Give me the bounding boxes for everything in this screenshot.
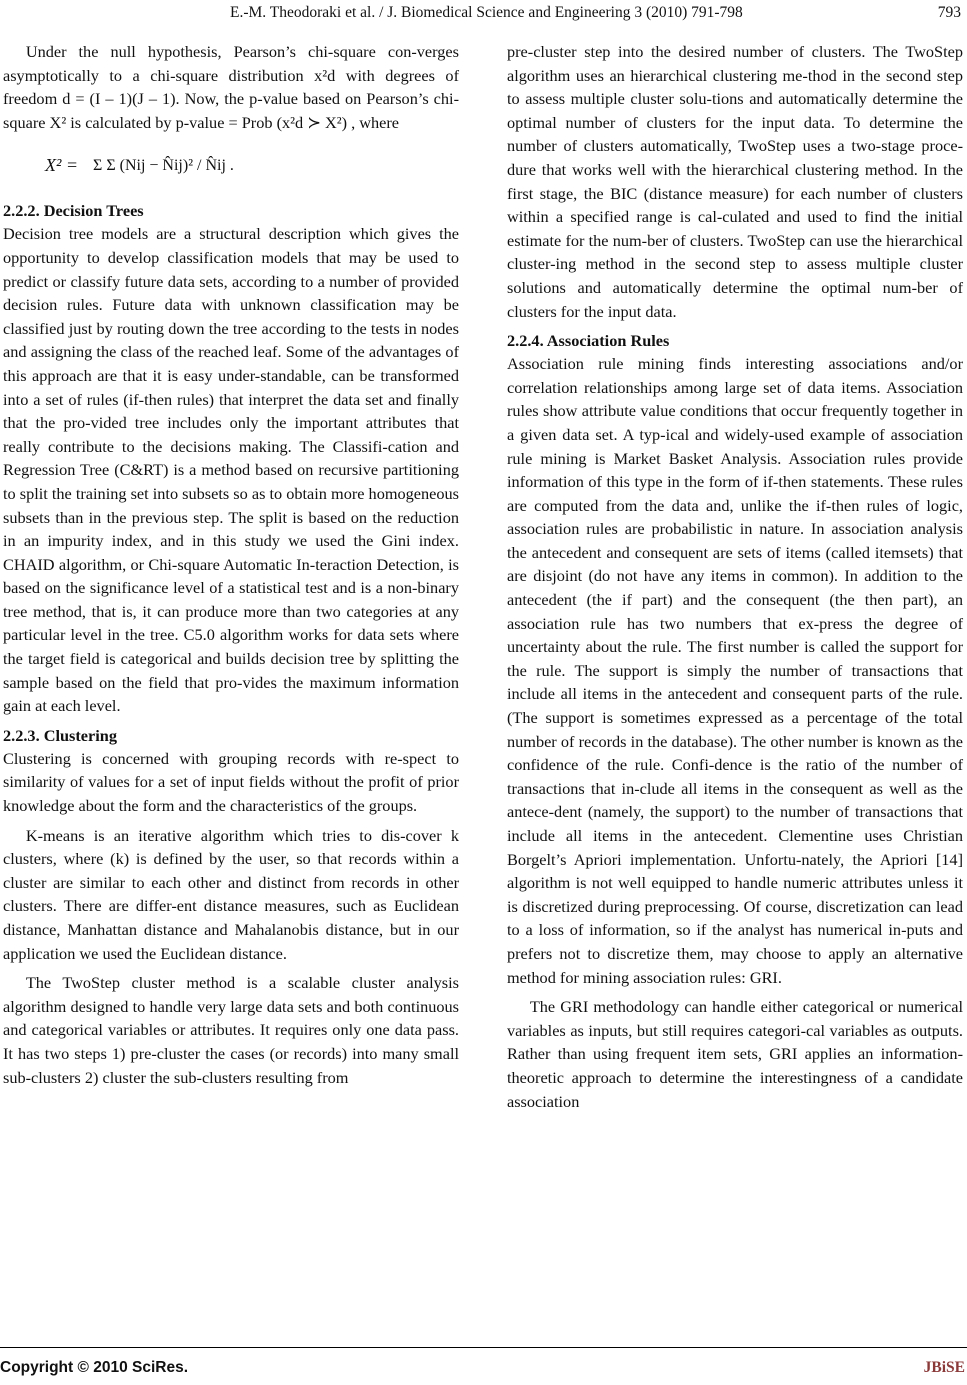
paragraph-association-rules: Association rule mining finds interesting associations and/or correlation relationships among large set of data items. Association rules show attribute value conditions that occur frequently together in a given data set. A typ-ical and widely-used example of association rule mining is Market Basket Analysis. Association rules provide information of this type in the form of if-then statements. These rules are computed from the data and, unlike the if-then rules of logic, association rules are probabilistic in nature. In association analysis the antecedent and consequent are sets of items (called itemsets) that are disjoint (do not have any items in common). In addition to the antecedent (the if part) and the consequent (the then part), an association rule has two numbers that ex-press the degree of uncertainty about the rule. The first number is called the support for the rule. The support is simply the number of transactions that include all items in the antecedent and consequent parts of the rule. (The support is sometimes expressed as a percentage of the total number of records in the database). The other number is known as the confidence of the rule. Confi-dence is the ratio of the number of transactions that in-clude all items in the consequent as well as the antece-dent (namely, the support) to the number of transactions that include all items in the antecedent. Clementine uses Christian Borgelt’s Apriori implementation. Unfortu-nately, the Apriori [14] algorithm is not well equipped to handle numeric attributes unless it is discretized during preprocessing. Of course, discretization can lead to a loss of information, so if the analyst has numerical in-puts and prefers not to discretize them, may choose to apply an alternative method for mining association rules: GRI.: [507, 354, 963, 987]
paragraph-gri: The GRI methodology can handle either categorical or numerical variables as inputs, but still requires categori-cal variables as outputs. Rather than using frequent item sets, GRI applies an information-theoretic approach to determine the interestingness of a candidate association: [507, 997, 963, 1111]
paragraph-kmeans: K-means is an iterative algorithm which tries to dis-cover k clusters, where (k) is defined by the user, so that records within a cluster are similar to each other and distinct from records in other clusters. There are differ-ent distance measures, such as Euclidean distance, Manhattan distance and Mahalanobis distance, but in our application we used the Euclidean distance.: [3, 825, 459, 963]
right-column: [507, 40, 963, 1113]
chi-square-equation: [3, 136, 459, 194]
heading-association-rules: 2.2.4. Association Rules: [507, 331, 670, 351]
paragraph-decision-trees: Decision tree models are a structural description which gives the opportunity to develop classification models that may be used to predict or classify future data sets, according to a number of provided decision rules. Future data with unknown classification may be classified just by routing down the tree according to the tests in nodes and assigning the class of the reached leaf. Some of the advantages of this approach are that it is easy under-standable, can be transformed into a set of rules (if-then rules) that interpret the data set and finally that the pro-vided tree includes only the important attributes that really contribute to the decisions making. The Classifi-cation and Regression Tree (C&RT) is a method based on recursive partitioning to split the training set into subsets so as to obtain more homogeneous subsets than in the previous step. The split is based on the reduction in an impurity index, and in this study we used the Gini index. CHAID algorithm, or Chi-square Automatic In-teraction Detection, is based on the significance level of a statistical test and is a non-binary tree method, that is, it can produce more than two categories at any particular level in the tree. C5.0 algorithm works for data sets where the target field is categorical and builds decision tree by splitting the sample based on the field that pro-vides the maximum information gain at each level.: [3, 224, 459, 716]
paragraph-clustering-intro: Clustering is concerned with grouping records with re-spect to similarity of values for a set of input fields without the profit of prior knowledge about the form and the characteristics of the groups.: [3, 748, 459, 816]
heading-decision-trees: 2.2.2. Decision Trees: [3, 201, 144, 221]
journal-abbreviation: JBiSE: [923, 1359, 965, 1376]
paragraph-twostep-continued: pre-cluster step into the desired number of clusters. The TwoStep algorithm uses an hierarchical clustering me-thod in the second step to assess multiple cluster solu-tions and automatically determine the optimal number of clusters for the input data. To determine the number of clusters automatically, TwoStep uses a two-stage proce-dure that works well with the hierarchical clustering method. In the first stage, the BIC (distance measure) for each number of clusters within a specified range is cal-culated and used to find the initial estimate for the num-ber of clusters. TwoStep can use the hierarchical cluster-ing method in the second step to assess multiple cluster solutions and automatically determine the optimal num-ber of clusters for the input data.: [507, 42, 963, 321]
paragraph-twostep: The TwoStep cluster method is a scalable cluster analysis algorithm designed to handle very large data sets and both continuous and categorical variables or attributes. It requires only one data pass. It has two steps 1) pre-cluster the cases (or records) into many small sub-clusters 2) cluster the sub-clusters resulting from: [3, 973, 459, 1087]
footer-rule: [0, 1347, 967, 1348]
page-number: 793: [937, 4, 961, 21]
heading-clustering: 2.2.3. Clustering: [3, 725, 117, 745]
equation-body: Σ Σ (Nij − N̂ij)² / N̂ij .: [93, 157, 234, 175]
paragraph-chi-square: Under the null hypothesis, Pearson’s chi-square con-verges asymptotically to a chi-square distribution x²d with degrees of freedom d = (I – 1)(J – 1). Now, the p-value based on Pearson’s chi-square X² is calculated by p-value = Prob (x²d ≻ X²) , where: [3, 42, 459, 132]
running-title: E.-M. Theodoraki et al. / J. Biomedical Science and Engineering 3 (2010) 791-798: [230, 4, 743, 21]
equation-lhs: X² =: [45, 155, 79, 176]
copyright-notice: Copyright © 2010 SciRes.: [0, 1359, 189, 1376]
left-column: [3, 40, 459, 1089]
running-header: [0, 4, 967, 30]
page-footer: [0, 1353, 967, 1383]
